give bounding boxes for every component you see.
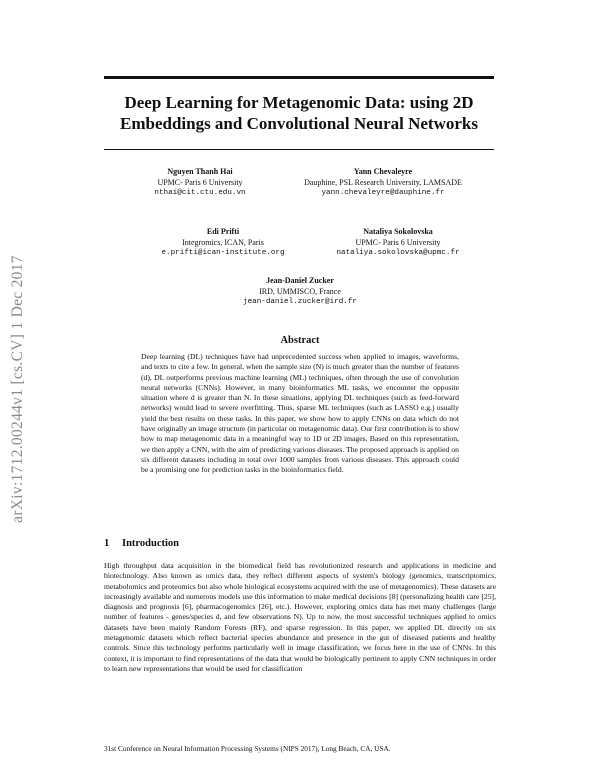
abstract-heading: Abstract: [280, 335, 320, 346]
conference-footnote: 31st Conference on Neural Information Processing Systems (NIPS 2017), Long Beach, CA, USA.: [104, 744, 391, 753]
author-name: Nguyen Thanh Hai: [167, 167, 233, 176]
author-block: [268, 167, 498, 199]
author-affiliation: IRD, UMMISCO, France: [259, 286, 341, 296]
author-email[interactable]: e.prifti@ican-institute.org: [161, 249, 285, 257]
abstract-body: Deep learning (DL) techniques have had unprecedented success when applied to images, waveforms, and texts to cite a few. In general, when the sample size (N) is much greater than the number of features (d), DL outperforms previous machine learning (ML) techniques, often through the use of convolution neural networks (CNNs). However, in many bioinformatics ML tasks, we encounter the opposite situation where d is greater than N. In these situations, applying DL techniques (such as feed-forward networks) would lead to severe overfitting. Thus, sparse ML techniques (such as LASSO e.g.) usually yield the best results on these tasks. In this paper, we show how to apply CNNs on data which do not have originally an image structure (in particular on metagenomic data). Our first contribution is to show how to map metagenomic data in a meaningful way to 1D or 2D images. Based on this representation, we then apply a CNN, with the aim of predicting various diseases. The proposed approach is applied on six different datasets including in total over 1000 samples from various diseases. This approach could be a promising one for prediction tasks in the bioinformatics field.: [141, 352, 459, 475]
author-email[interactable]: nthai@cit.ctu.edu.vn: [154, 189, 246, 197]
arxiv-identifier-text: arXiv:1712.00244v1 [cs.CV] 1 Dec 2017: [9, 255, 26, 523]
author-name: Edi Prifti: [206, 227, 240, 236]
section-title: Introduction: [122, 538, 179, 549]
author-affiliation: UPMC- Paris 6 University: [355, 237, 441, 247]
author-email[interactable]: yann.chevaleyre@dauphine.fr: [321, 189, 445, 197]
author-block: [318, 227, 478, 259]
author-block: [138, 227, 308, 259]
title-bottom-rule: [104, 149, 494, 150]
paper-title: Deep Learning for Metagenomic Data: using 2D Embeddings and Convolutional Neural Networks: [119, 93, 478, 133]
author-name: Nataliya Sokolovska: [363, 227, 433, 236]
author-affiliation: UPMC- Paris 6 University: [157, 177, 243, 187]
author-name: Jean-Daniel Zucker: [266, 276, 334, 285]
author-affiliation: Dauphine, PSL Research University, LAMSADE: [304, 177, 462, 187]
section-heading: [104, 538, 179, 549]
introduction-body: High throughput data acquisition in the biomedical field has revolutionized research and applications in medicine and biotechnology. Also known as omics data, they reflect different aspects of system's biology (genomics, transcriptomics, metabolomics and proteomics but also whole biological ecosystems acquired with the use of metagenomics). These datasets are increasingly available and numerous models use this information to make medical decisions [8] (personalizing health care [25], diagnosis and prognosis [6], pharmacogenomics [26], etc.). However, exploring omics data has met many challenges (large number of features - genes/species d, and few observations N). Up to now, the most successful techniques applied to omics datasets have been mainly Random Forests (RF), and sparse regression. In this paper, we applied DL directly on six metagenomic datasets which reflect bacterial species abundance and presence in the gut of diseased patients and healthy controls. Since this technology performs particularly well in image classification, we focus here in the use of CNNs. In this context, it is important to find representations of the data that would be biologically pertinent to apply CNN techniques in order to learn new representations that would be used for classification: [104, 561, 496, 673]
section-number: 1: [104, 538, 110, 549]
author-email[interactable]: nataliya.sokolovska@upmc.fr: [336, 249, 460, 257]
title-top-rule: [104, 76, 494, 79]
author-block: [220, 276, 380, 308]
author-name: Yann Chevaleyre: [353, 167, 413, 176]
author-affiliation: Integromics, ICAN, Paris: [182, 237, 264, 247]
arxiv-identifier: [8, 214, 28, 564]
author-email[interactable]: jean-daniel.zucker@ird.fr: [243, 298, 357, 306]
author-block: [120, 167, 280, 199]
